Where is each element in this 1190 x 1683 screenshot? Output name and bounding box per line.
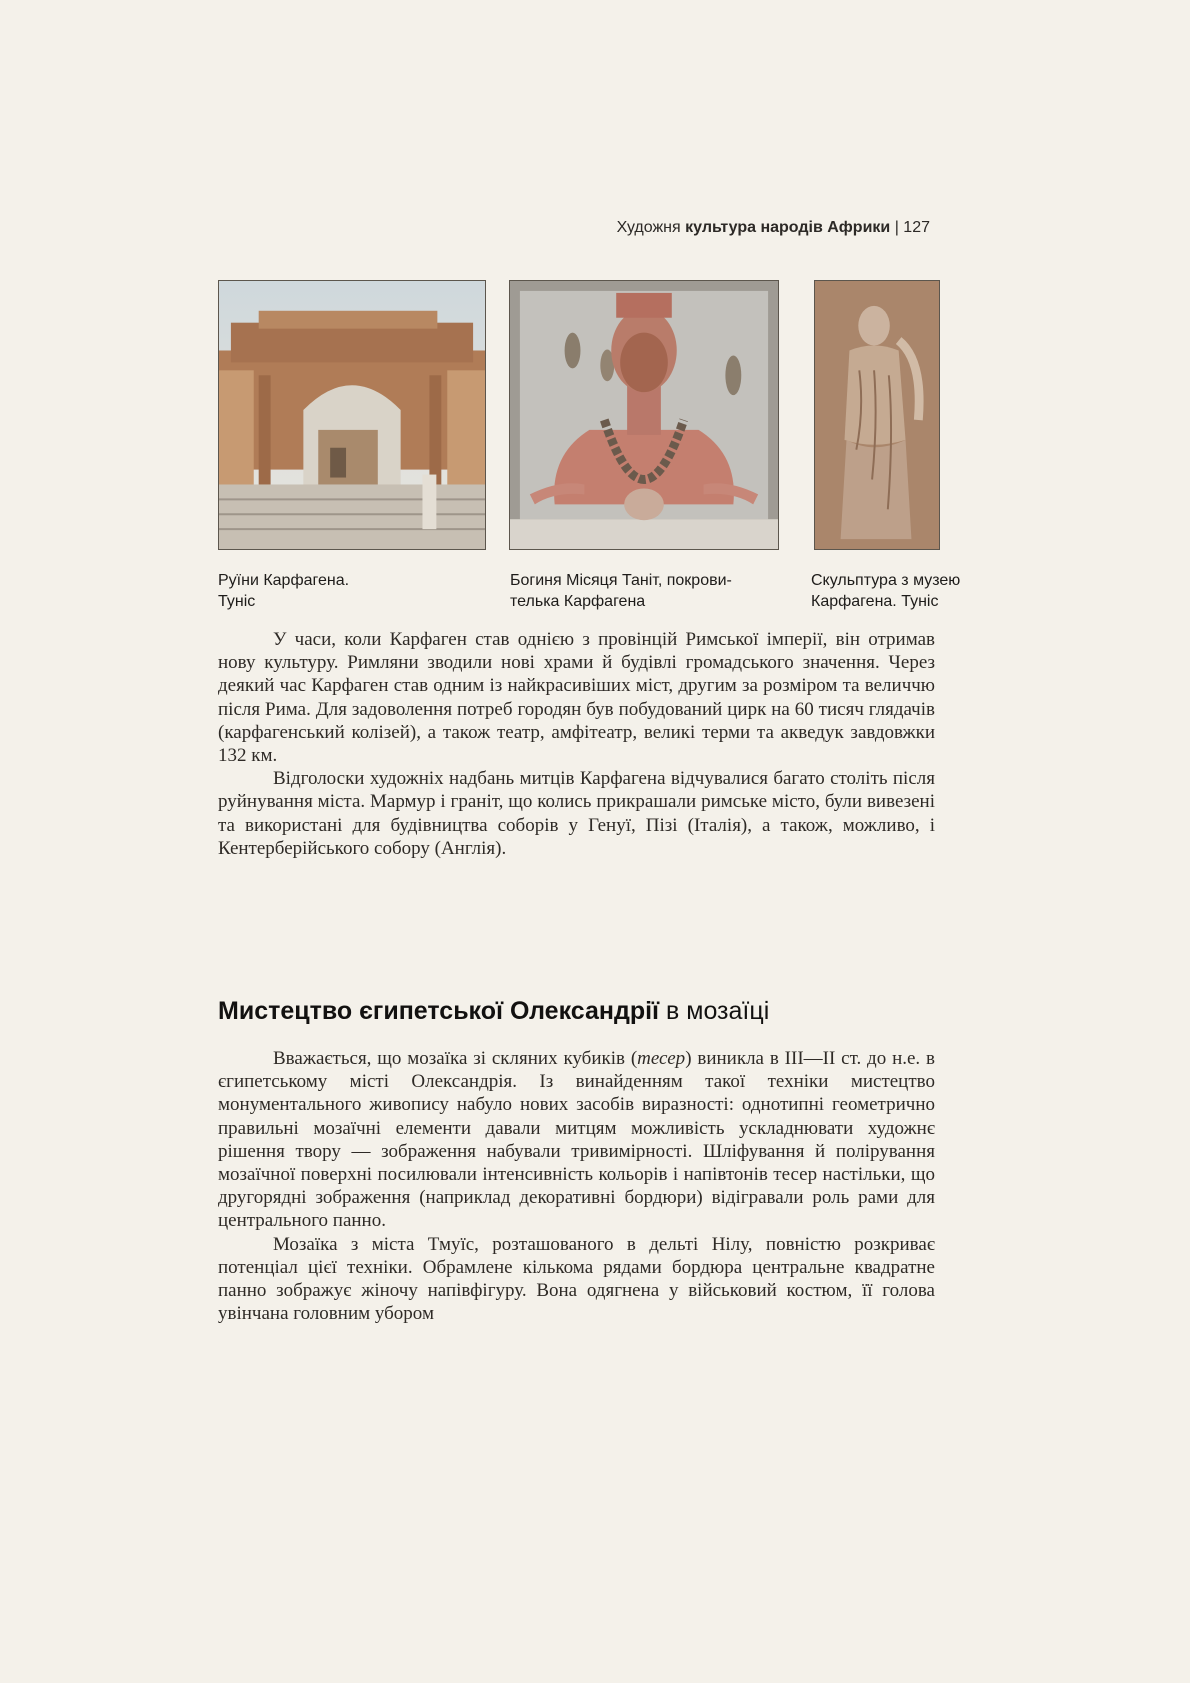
page-number: 127: [903, 219, 930, 236]
paragraph: Відголоски художніх надбань митців Карфагена відчувалися багато століть після руйнування міста. Мармур і граніт, що колись прикрашали римське місто, були вивезені та використані для будівництва соборів у Генуї, Пізі (Італія), а також, можливо, і Кентерберійського собору (Англія).: [218, 768, 935, 859]
caption-tanit: [510, 570, 770, 612]
carthage-ruins-photo: [218, 280, 486, 550]
caption-line: телька Карфагена: [510, 593, 646, 610]
text-run: ) виникла в ІІІ—ІІ ст. до н.е. в єгипетському місті Олександрія. Із винайденням такої техніки мистецтво монументального живопису набуло нових засобів виразності: однотипні геометрично правильні мозаїчні елементи давали митцям можливість ускладнювати художнє рішення твору — зображення набували тривимірності. Шліфування й полірування мозаїчної поверхні посилювали інтенсивність кольорів і напівтонів тесер настільки, що другорядні зображення (наприклад декоративні бордюри) відігравали роль рами для центрального панно.: [218, 1048, 935, 1232]
section-heading: [218, 997, 978, 1026]
paragraph: [218, 1047, 935, 1233]
header-subject: Художня: [616, 219, 686, 236]
caption-line: Туніс: [218, 593, 256, 610]
caption-line: Скульптура з музею: [811, 572, 961, 589]
tanit-goddess-photo: [509, 280, 779, 550]
caption-sculpture: [811, 570, 1011, 612]
carthage-text: [218, 628, 935, 860]
caption-carthage-ruins: [218, 570, 458, 612]
term-tesser: тесер: [637, 1048, 686, 1069]
heading-normal-part: в мозаїці: [659, 997, 770, 1025]
running-head: [560, 219, 930, 237]
carthage-sculpture-photo: [814, 280, 940, 550]
caption-line: Руїни Карфагена.: [218, 572, 350, 589]
caption-line: Богиня Місяця Таніт, покрови-: [510, 572, 732, 589]
text-run: Вважається, що мозаїка зі скляних кубиків (: [273, 1048, 638, 1069]
header-topic: культура народів Африки: [685, 219, 891, 236]
header-separator: |: [890, 219, 904, 236]
paragraph: У часи, коли Карфаген став однією з провінцій Римської імперії, він отримав нову культуру. Римляни зводили нові храми й будівлі громадського значення. Через деякий час Карфаген став одним із найкрасивіших міст, другим за розміром та величчю після Рима. Для задоволення потреб городян був побудований цирк на 60 тисяч глядачів (карфагенський колізей), а також театр, амфітеатр, великі терми та акведук завдовжки 132 км.: [218, 629, 935, 767]
heading-bold-part: Мистецтво єгипетської Олександрії: [218, 997, 660, 1025]
caption-line: Карфагена. Туніс: [811, 593, 939, 610]
alexandria-text: [218, 1047, 935, 1325]
paragraph: Мозаїка з міста Тмуїс, розташованого в дельті Нілу, повністю розкриває потенціал цієї техніки. Обрамлене кількома рядами бордюра центральне квадратне панно зображує жіночу напівфігуру. Вона одягнена у військовий костюм, її голова увінчана головним убором: [218, 1233, 935, 1325]
